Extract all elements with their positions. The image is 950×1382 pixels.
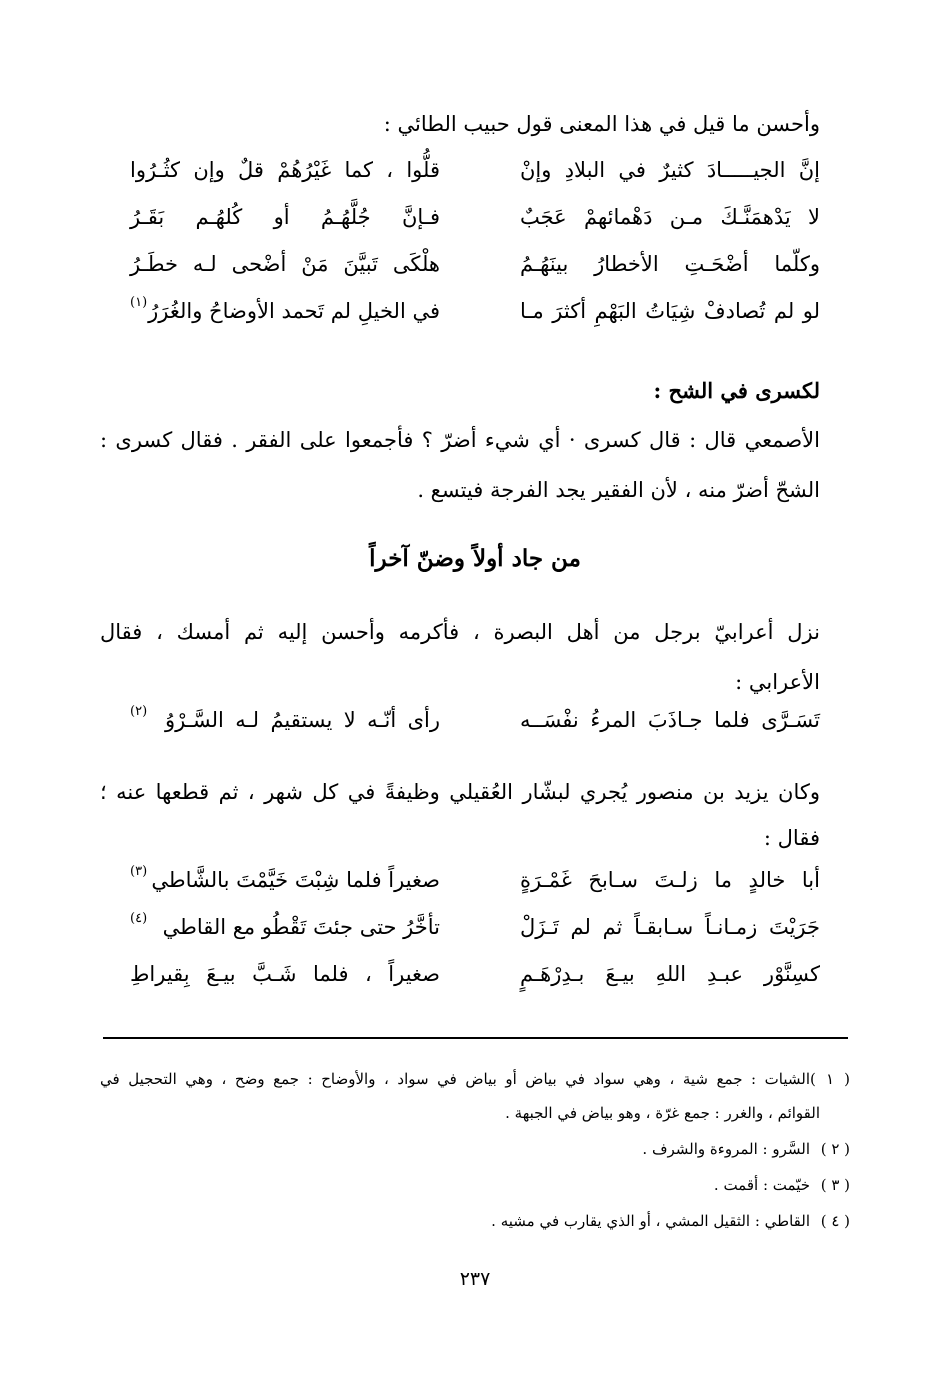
paragraph-line: الأصمعي قال : قال كسرى · أي شيء أضرّ ؟ فأجمعوا على الفقر . فقال كسرى :	[100, 428, 820, 452]
verse-row	[130, 704, 820, 748]
verse-first-hemistich: تَسَـرَّى فلما جـاذَبَ المرءُ نفْسَــه	[520, 708, 820, 732]
verse-second-hemistich: فـإنَّ جُلَّهُـمُ أو كُلهُـم بَقَـرُ	[130, 205, 440, 229]
footnote-3	[714, 1176, 850, 1194]
intro-line: وأحسن ما قيل في هذا المعنى قول حبيب الطائي :	[383, 112, 820, 136]
footnote-text: خيّمت : أقمت .	[713, 1176, 810, 1194]
verse-row	[130, 864, 820, 908]
verse-first-hemistich: جَرَيْتَ زمـانـاً سـابقـاً ثم لم تَـزَلْ	[520, 915, 820, 939]
verse-second-hemistich: صغيراً فلما شِبْتَ خَيَّمْتَ بالشَّاطي	[151, 868, 440, 892]
footnote-number: ( ٤ )	[820, 1212, 850, 1230]
footnote-4	[491, 1212, 850, 1230]
footnote-marker: (٢)	[130, 704, 148, 719]
verse-row	[130, 205, 820, 245]
verse-first-hemistich: وكلّما أضْحَـتِ الأخطارُ بينَهُـمُ	[520, 252, 820, 276]
paragraph-line: فقال :	[763, 826, 820, 850]
verse-first-hemistich: لو لم تُصادفْ شِيَاتُ البَهْمِ أكثرَ مـا	[520, 299, 820, 323]
verse-second-hemistich: تأخَّرُ حتى جئتَ تَقْطُو مع القاطي	[162, 915, 440, 939]
verse-first-hemistich: أبا خالدٍ ما زلـتَ سـابحَ غَمْـرَةٍ	[520, 868, 820, 892]
paragraph-line: الأعرابي :	[735, 670, 820, 694]
footnote-marker: (١)	[130, 295, 148, 310]
paragraph-line: الشحّ أضرّ منه ، لأن الفقير يجد الفرجة فيتسع .	[417, 478, 820, 502]
footnote-number: ( ٢ )	[820, 1140, 850, 1158]
verse-first-hemistich: كسِنَّوْر عبـدِ اللهِ بيـعَ بـدِرْهَـمٍ	[520, 962, 820, 986]
section-title: من جاد أولاً وضنّ آخراً	[369, 545, 581, 572]
footnote-text: السَّرو : المروءة والشرف .	[642, 1140, 810, 1158]
page-number: ٢٣٧	[459, 1268, 491, 1290]
verse-row	[130, 962, 820, 1002]
footnote-marker: (٣)	[130, 864, 148, 879]
section-heading: لكسرى في الشح :	[653, 378, 820, 403]
verse-second-hemistich: صغيراً ، فلما شَـبَّ بيـعَ بِقيراطِ	[130, 962, 440, 986]
footnote-number: ( ١ )	[810, 1070, 850, 1088]
footnote-2	[642, 1140, 850, 1158]
verse-first-hemistich: إنَّ الجيـــــادَ كثيرٌ في البلادِ وإنْ	[520, 158, 820, 182]
verse-row	[130, 911, 820, 955]
verse-second-hemistich: في الخيلِ لم تَحمد الأوضاحُ والغُرَرُ	[148, 299, 440, 323]
paragraph-line: نزل أعرابيّ برجل من أهل البصرة ، فأكرمه وأحسن إليه ثم أمسك ، فقال	[100, 620, 820, 644]
verse-first-hemistich: لا يَدْهمَنَّـكَ مـن دَهْمائهمْ عَجَبٌ	[520, 205, 820, 229]
footnote-marker: (٤)	[130, 911, 148, 926]
footnote-text: القاطي : الثقيل المشي ، أو الذي يقارب في مشيه .	[491, 1212, 810, 1230]
verse-row	[130, 158, 820, 198]
verse-row	[130, 295, 820, 339]
footnote-divider	[103, 1037, 848, 1039]
verse-second-hemistich: هلْكَى تَبيَّنَ مَنْ أضْحى لـه خطَـرُ	[130, 252, 440, 276]
footnote-1	[100, 1070, 850, 1088]
footnote-text: الشيات : جمع شية ، وهي سواد في بياض أو بياض في سواد ، والأوضاح : جمع وضح ، وهي التحجيل في	[100, 1070, 810, 1088]
verse-row	[130, 252, 820, 292]
footnote-number: ( ٣ )	[820, 1176, 850, 1194]
paragraph-line: وكان يزيد بن منصور يُجري لبشّار العُقيلي وظيفةً في كل شهر ، ثم قطعها عنه ؛	[100, 780, 820, 804]
verse-second-hemistich: قلُّوا ، كما غَيْرُهُمْ قلٌ وإن كثُـرُوا	[130, 158, 440, 182]
footnote-1-continuation: القوائم ، والغرر : جمع غرّة ، وهو بياض في الجبهة .	[505, 1104, 820, 1122]
verse-second-hemistich: رأى أنّـه لا يستقيمُ لـه السَّـرْوُ	[165, 708, 440, 732]
